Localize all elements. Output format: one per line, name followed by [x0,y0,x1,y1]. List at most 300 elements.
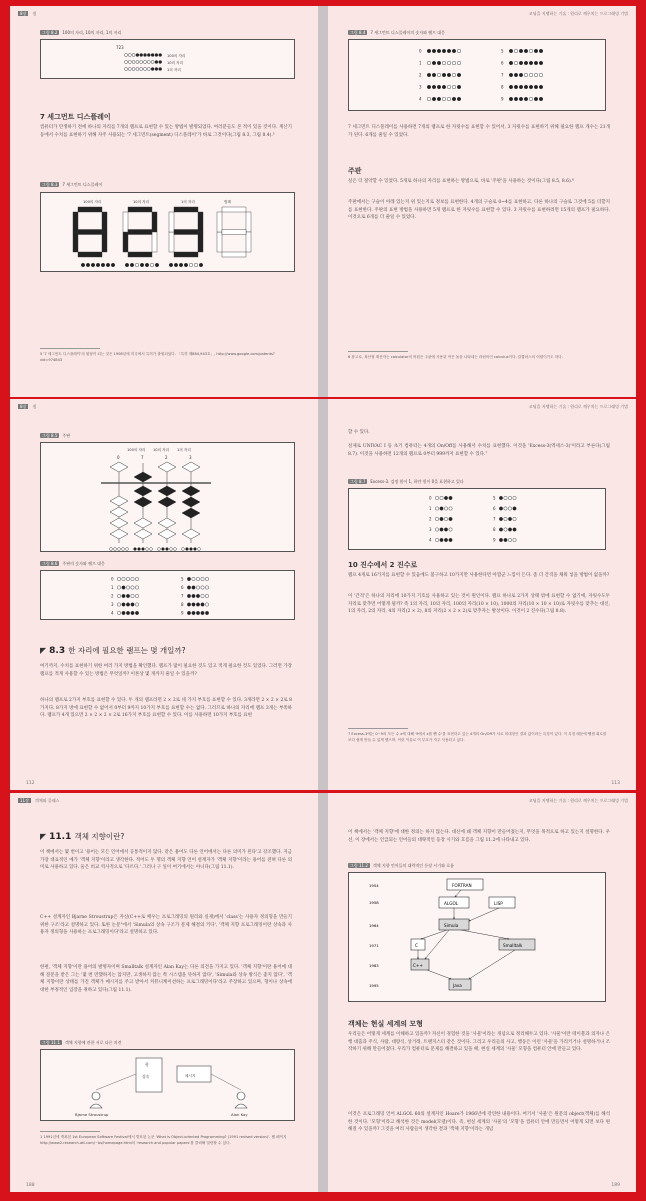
figure-label: 그림 8.6 [42,561,58,566]
lamp-on-icon [142,548,145,551]
page-left-1 [10,6,318,397]
lamp-off-icon [435,496,438,499]
lamp-off-icon [128,68,131,71]
lamp-on-icon [162,548,165,551]
page-left-3 [10,793,318,1192]
year: 1964 [369,923,379,928]
lamp-off-icon [447,61,451,65]
segment-bar [78,207,102,212]
segment-bar [152,212,157,232]
lamp-on-icon [519,97,523,101]
lamp-on-icon [432,73,436,77]
top-digit: 7 [141,455,144,460]
lamp-on-icon [201,603,204,606]
lamp-off-icon [508,496,511,499]
lamp-off-icon [194,263,198,267]
lang-label: ALGOL [444,901,459,906]
number-label: 0 [429,495,432,501]
lamp-on-icon [534,85,538,89]
segment-bar [78,252,102,257]
segment-bar [174,252,198,257]
lamp-on-icon [131,603,134,606]
lamp-on-icon [174,263,178,267]
lamp-on-icon [126,611,129,614]
page-number: 189 [611,1183,620,1188]
lamp-off-icon [508,538,511,541]
lamp-off-icon [136,61,139,64]
figure-label: 그림 8.5 [42,433,58,438]
figure-caption [348,863,454,869]
lamp-on-icon [199,263,203,267]
running-head [18,11,36,17]
lamp-off-icon [117,611,120,614]
lamp-on-icon [122,594,125,597]
abacus-bead [158,462,176,472]
lamp-on-icon [140,263,144,267]
lamp-on-icon [513,528,516,531]
lamp-on-icon [147,54,150,57]
lamp-off-icon [427,97,431,101]
paragraph: 이 책에서는 몇 번이고 '용어는 모든 언어에서 공통적이지 않다. 같은 용어도 다른 언어에서는 다른 의미가 된다'고 강조했다. 지금 가장 대표적인 예가 '객체 지향'이라고 생각한다. 적어도 두 명의 객체 지향 언어 설계자가 '객체 지향'이라는 용어를 전혀 다른 의미로 사용하고 있다. 둘은 비교 역사적으로 '다르다.' 그러나 구 일이 여기에서는 아니다(그림 11.1). [40,850,292,871]
lamp-off-icon [447,97,451,101]
segment-bar [198,212,203,232]
figure-8-7 [348,488,606,550]
number-label: 6 [181,585,184,590]
lamp-off-icon [135,594,138,597]
lamp-on-icon [499,517,502,520]
lamp-off-icon [135,577,138,580]
lang-label: C [415,943,418,948]
lamp-off-icon [182,548,185,551]
lamp-on-icon [509,61,513,65]
segment-bar [123,232,128,252]
lamp-on-icon [135,611,138,614]
lamp-on-icon [192,586,195,589]
lamp-on-icon [508,528,511,531]
chapter-title: 객체 지향이란? [74,832,125,841]
number-label: 2 [111,593,114,599]
lamp-on-icon [155,68,158,71]
lamp-off-icon [150,263,154,267]
lamp-on-icon [514,73,518,77]
lamp-on-icon [122,603,125,606]
lamp-on-icon [86,263,90,267]
figure-label: 그림 8.7 [350,479,366,484]
running-head: 코딩을 지탱하는 기술 : 원리로 깨우치는 프로그래밍 기법 [528,11,628,16]
year: 1995 [369,983,379,988]
lamp-off-icon [189,263,193,267]
segment-bar [222,207,246,212]
lamp-off-icon [128,61,131,64]
segment-bar [198,232,203,252]
lamp-off-icon [131,586,134,589]
lamp-on-icon [432,61,436,65]
lamp-on-icon [447,49,451,53]
lamp-off-icon [140,61,143,64]
paragraph: 우리들은 어떻게 세계를 이해하고 있을까? 자신이 경험한 것을 '사물'이라는 개념으로 정리해두고 있다. '사물'이란 테이블과 의자나 은행 대출과 주식, 사람, 대량식, 상거래, 트랜지스터 같은 것이다. 그리고 우리들의 사고, 행동은 이런 '사물'을 가리키거나 설명하거나 조작하기 위해 만들어졌다. 우리가 컴퓨터로 문제를 해결하고 있을 때, 현실 세계의 '사물' 모형을 컴퓨터 안에 만들고 있다. [348,1032,610,1053]
running-head: 코딩을 지탱하는 기술 : 원리로 깨우치는 프로그래밍 기법 [528,404,628,409]
number-label: 3 [111,602,114,607]
lamp-on-icon [514,85,518,89]
section-title: 10 진수에서 2 진수로 [348,561,418,569]
lamp-off-icon [449,528,452,531]
figure-title: 객체 지향 언어들의 대략적인 등장 시기와 흐름 [372,863,454,868]
paragraph: 실제로 UNIVAC I 등 초기 컴퓨터는 4개의 On/Off를 사용해서 수치를 표현했다. 이것을 'Excess-3(엑세스-3)'이라고 부른다(그림 8.7). 이것을 사용하면 12개의 램프로 0부터 999까지 표현할 수 있다.⁷ [348,444,610,457]
seven-segment-table [349,40,607,112]
abacus-bead [158,497,176,507]
abacus-bead [158,486,176,496]
abacus-bead [110,496,128,506]
place-value-diagram [41,40,296,80]
lamp-on-icon [539,49,543,53]
footnote-rule [40,1131,100,1132]
lamp-off-icon [146,548,149,551]
lamp-on-icon [101,263,105,267]
lamp-off-icon [444,517,447,520]
page-right-3 [328,793,636,1192]
col-label: 10의 자리 [153,448,170,452]
number-label: 0 [419,48,422,54]
number-label: 8 [493,527,496,532]
figure-label: 그림 11.1 [42,1040,60,1045]
segment-bar [174,230,198,235]
running-head [18,404,36,410]
lang-label: LISP [494,901,503,906]
lamp-on-icon [126,603,129,606]
lamp-on-icon [452,49,456,53]
year: 1954 [369,883,379,888]
top-digit: 2 [165,455,168,460]
lamp-on-icon [519,73,523,77]
page-right-1 [328,6,636,397]
lamp-on-icon [499,507,502,510]
row-label: 1의 자리 [167,68,181,72]
segment-bar [174,207,198,212]
lamp-on-icon [159,54,162,57]
lamp-off-icon [444,507,447,510]
lamp-off-icon [144,61,147,64]
paragraph: 이것은 프로그래밍 언어 ALGOL 60의 설계자인 Hoare가 1966년에 강연한 내용이다. 여기서 '사물'은 원문의 object(객체)를 해석한 것이다. '모형'이라고 해석한 것은 model(모델)이다. 즉, 현실 세계의 '사물'의 '모형'을 컴퓨터 안에 만들면서 어떻게 되면 보다 편해질 수 있을까? 그것을 여러 사람들이 생각한 결과 '객체 지향'이라는 개념 [348,1112,610,1133]
spread-3 [10,793,636,1192]
lamp-on-icon [179,263,183,267]
lamp-on-icon [192,611,195,614]
lamp-off-icon [135,586,138,589]
lamp-on-icon [196,611,199,614]
figure-title: 100의 자리, 10의 자리, 1의 자리 [62,30,122,35]
lamp-on-icon [155,54,158,57]
abacus-bead [182,486,200,496]
lamp-on-icon [509,49,513,53]
lamp-off-icon [158,548,161,551]
lamp-off-icon [514,61,518,65]
lamp-off-icon [131,577,134,580]
row-label: 10의 자리 [167,61,184,65]
lamp-on-icon [138,548,141,551]
lamp-off-icon [117,586,120,589]
lamp-on-icon [457,97,461,101]
lamp-off-icon [136,68,139,71]
lamp-on-icon [192,603,195,606]
lamp-on-icon [106,263,110,267]
lamp-on-icon [427,73,431,77]
top-digit: 0 [117,455,120,460]
person-name: Alan Kay [231,1112,248,1117]
lamp-on-icon [442,49,446,53]
lang-label: Java [453,983,462,988]
excess-3-table [349,489,607,551]
lamp-on-icon [534,97,538,101]
lamp-off-icon [117,603,120,606]
lamp-off-icon [118,548,121,551]
lamp-off-icon [447,85,451,89]
lamp-off-icon [513,496,516,499]
lamp-on-icon [509,97,513,101]
lang-label: Simula [444,923,459,928]
abacus-bead [182,497,200,507]
lamp-on-icon [519,49,523,53]
segment-bar [128,252,152,257]
figure-title: 객체 지향에 관한 서로 다른 의견 [64,1040,122,1045]
paragraph: 컴퓨터가 탄생하기 전에 하나의 자리를 7개의 램프로 표현할 수 있는 방법이 발명되었다. 여러분들도 본 적이 있을 것이다. 계산기 등에서 수치를 표현하기 위해 자주 사용되는 '7 세그먼트(segment) 디스플레이'가 바로 그것이다(그림 8.3, 그림 8.4).⁵ [40,125,292,138]
lamp-off-icon [174,548,177,551]
segment-bar [73,212,78,232]
lamp-on-icon [444,528,447,531]
abacus-bead [110,462,128,472]
lamp-on-icon [499,528,502,531]
lamp-on-icon [437,97,441,101]
lamp-off-icon [442,97,446,101]
segment-bar [246,212,251,232]
footnote: 6 참고로, 복산형 계산자는 calculator의 어원은 주판에 사용된 작은 돌을 나타내는 라틴어인 calculus이다. 칼큘러스의 어원이기도 하다. [348,355,563,359]
lamp-on-icon [201,611,204,614]
lamp-on-icon [457,73,461,77]
lamp-off-icon [125,61,128,64]
lamp-off-icon [125,54,128,57]
number-label: 7 [181,593,184,599]
lamp-on-icon [499,496,502,499]
lamp-rows [125,54,162,71]
footnote-rule [348,728,408,729]
spread-1 [10,6,636,397]
lamp-on-icon [194,548,197,551]
col-label: 범례 [224,200,231,204]
lamp-on-icon [534,61,538,65]
lamp-on-icon [437,85,441,89]
lamp-on-icon [449,496,452,499]
abacus-bead [158,518,176,528]
abacus-bead [134,529,152,539]
number-label: 8 [181,602,184,607]
lamp-on-icon [151,68,154,71]
lamp-on-icon [437,49,441,53]
lamp-on-icon [508,517,511,520]
lamp-off-icon [452,61,456,65]
lamp-off-icon [452,85,456,89]
number-label: 1 [429,506,432,511]
lamp-on-icon [539,97,543,101]
lamp-on-icon [427,49,431,53]
lamp-on-icon [534,49,538,53]
figure-8-4 [348,39,606,111]
lamp-on-icon [91,263,95,267]
segment-bar [123,212,128,232]
lamp-off-icon [452,73,456,77]
lamp-off-icon [151,61,154,64]
chapter-title: 한 자리에 필요한 램프는 몇 개일까? [68,646,186,655]
number-label: 9 [181,610,184,616]
seven-segment-diagram [41,193,296,273]
figure-8-2 [40,39,295,79]
section-title: 객체는 현실 세계의 모형 [348,1020,423,1028]
lamp-on-icon [444,538,447,541]
lamp-off-icon [122,577,125,580]
segment-bar [169,212,174,232]
lamp-off-icon [117,594,120,597]
top-digit: 3 [189,455,192,460]
number-label: 6 [501,60,504,66]
chapter-name: 셈 [32,11,37,16]
lamp-on-icon [529,85,533,89]
type-label: 형 [145,1062,149,1067]
section-title: 주판 [348,167,362,175]
pointer-line [211,1074,241,1090]
segment-bar [73,232,78,252]
lamp-on-icon [126,594,129,597]
segment-bar [217,212,222,232]
col-label: 1의 자리 [181,200,195,204]
year: 1983 [369,963,379,968]
lamp-on-icon [155,263,159,267]
paragraph: 하나의 램프로 2가지 부호를 표현할 수 있다. 두 개의 램프라면 2 × 2로 네 가지 부호를 표현할 수 있다. 3개라면 2 × 2 × 2로 8가지다. 8가지 방에 표현할 수 없어서 0부터 9까지 10가지 부호를 표현할 수는 없다. 그러므로 하나의 자리에 램프 3개는 부족하다. 램프가 4개 있으면 2 × 2 × 2 × 2로 16가지 부호를 표현할 수 있다. 이를 사용하면 10가지 부호를 표현 [40,698,292,719]
chapter-tag: 8장 [20,11,27,16]
figure-caption [348,30,445,36]
segment-digits [73,207,251,257]
lamp-off-icon [440,496,443,499]
figure-label: 그림 8.2 [42,30,58,35]
figure-caption [348,479,464,485]
lamp-on-icon [432,97,436,101]
place-value: 723 [116,45,124,50]
lamp-on-icon [186,548,189,551]
lamp-off-icon [457,61,461,65]
lamp-off-icon [147,61,150,64]
lamp-off-icon [196,577,199,580]
lamp-on-icon [184,263,188,267]
lamp-on-icon [513,507,516,510]
number-label: 3 [429,527,432,532]
lamp-on-icon [190,548,193,551]
lamp-on-icon [524,49,528,53]
chapter-name: 셈 [32,404,37,409]
lamp-off-icon [201,577,204,580]
lamp-on-icon [504,538,507,541]
page-number: 112 [26,781,35,786]
col-label: 1의 자리 [177,448,191,452]
lamp-on-icon [159,68,162,71]
lamp-on-icon [169,263,173,267]
lamp-on-icon [529,61,533,65]
oop-opinions-diagram [41,1050,296,1122]
figure-caption [40,1040,122,1046]
lamp-on-icon [187,611,190,614]
figure-title: 7 세그먼트 디스플레이의 숫자와 램프 대응 [370,30,445,35]
lamp-on-icon [519,85,523,89]
lamp-on-icon [196,603,199,606]
footnote: 5 '7 세그먼트 디스플레이'의 원형이 되는 것은 1908년에 미국에서 특허가 출원되었다. 「특허 제884,943호」, http://www.google.com/patents?vid=974843 [40,352,275,362]
person-name: Bjarne Stroustrup [75,1112,109,1117]
lamp-on-icon [131,611,134,614]
lamp-on-icon [96,263,100,267]
segment-bar [128,207,152,212]
lamp-on-icon [509,73,513,77]
paragraph: 여기까지, 수치를 표현하기 위한 여러 가지 방법을 확인했다. 램프가 많이 필요한 것도 있고 적게 필요한 것도 있었다. 그러면 가장 램프를 적게 사용할 수 있는 방법은 무엇일까? 이론상 몇 개까지 줄일 수 있을까? [40,664,292,677]
lamp-on-icon [524,85,528,89]
lamp-off-icon [513,517,516,520]
figure-title: Excess-3. 검정 원이 1, 하얀 원이 0을 표현하고 있다 [370,479,464,484]
message-label: 메시지 [185,1074,196,1078]
lamp-off-icon [144,68,147,71]
page-right-2 [328,399,636,790]
running-head [18,798,59,804]
lamp-off-icon [132,54,135,57]
lamp-on-icon [144,54,147,57]
number-label: 9 [493,537,496,543]
number-label: 8 [501,84,504,90]
lamp-off-icon [117,577,120,580]
lamp-on-icon [519,61,523,65]
segment-bar [128,230,152,235]
paragraph: 램프 4개로 16가지를 표현할 수 있음에도 불구하고 10가지만 사용한다면 아깝군 느낌이 든다. 좀 더 간격을 채워 넣을 방법이 없을까? [348,573,610,578]
lang-label: C++ [413,963,423,968]
lamp-on-icon [122,611,125,614]
lamp-off-icon [132,68,135,71]
lamp-off-icon [508,507,511,510]
abacus-bead [110,529,128,539]
segment-bar [102,232,107,252]
lang-label: Smalltalk [503,943,523,948]
triangle-icon: ◤ [40,646,47,655]
lamp-off-icon [504,528,507,531]
segment-bar [169,232,174,252]
paragraph: 이 '간격'은 하나의 자리에 10가지 기호를 사용하고 있는 것이 원인이다. 램프 하나로 2가지 상태 밖에 표현할 수 없기에, 자릿수도두 자리로 맞추면 어떻게 될까? 즉 1의 자리, 10의 자리, 100의 자리(10 × 10), 1000의 자리(10 × 10 × 10)로 자릿수를 맞추는 대신, 1의 자리, 2의 자리, 4의 자리(2 × 2), 8의 자리(2 × 2 × 2)로 맞추자는 발상이다. 이것이 2 진수다(그림 8.8). [348,594,610,615]
figure-11-2 [348,872,606,1002]
figure-11-1 [40,1049,295,1121]
chapter-tag: 11장 [20,798,29,803]
lamp-off-icon [110,548,113,551]
lamp-on-icon [187,603,190,606]
lamp-on-icon [140,54,143,57]
chapter-tag: 8장 [20,404,27,409]
figure-8-6 [40,570,295,620]
page-number: 188 [26,1183,35,1188]
number-label: 9 [501,96,504,102]
lamp-off-icon [126,586,129,589]
lamp-off-icon [442,61,446,65]
paragraph: 할 수 있다. [348,430,370,435]
figure-8-5 [40,442,295,552]
lamp-off-icon [435,538,438,541]
footnote: 1 1991년에 개최된 1st European Software Festival에서 발표된 논문 'What is Object-oriented Programming? (1991 revised version)'. 웹 페이지 http://www2.research.att.com/~bs/homepage.html의 'research and popular papers'를 클릭해 열람할 수 있다. [40,1135,287,1145]
lamp-off-icon [131,594,134,597]
lamp-off-icon [529,49,533,53]
footnote: 7 Excess-3에는 0~9의 모든 수 x에 대해 '9에서 x를 뺀 수'를 표현하고 있는 4개의 On/Off가 서로 비대칭인 결과 값이라는 특징이 있다. 이 특징 때문에 뺄셈 회로를 보다 쉽게 만들 수 있게 했으며, 이런 이유로 이 부호가 자주 사용되고 있다. [348,732,607,742]
segment-bar [102,212,107,232]
lamp-off-icon [198,548,201,551]
segment-bar [246,232,251,252]
lamp-on-icon [130,263,134,267]
lamp-on-icon [111,263,115,267]
lamp-off-icon [539,73,543,77]
